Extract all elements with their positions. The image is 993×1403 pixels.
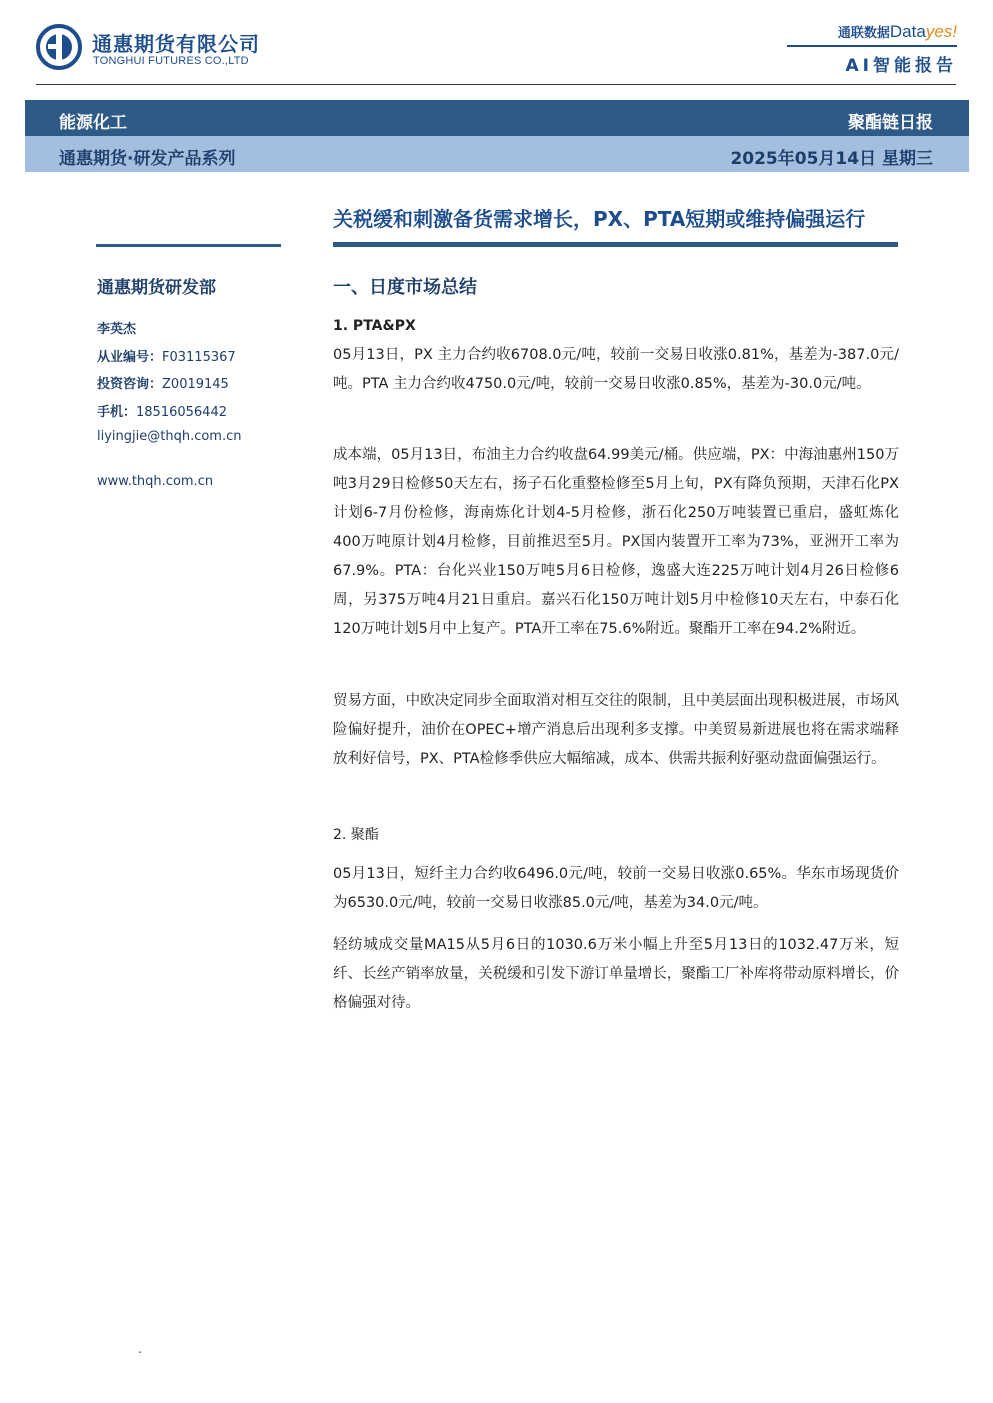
- title-underline: [333, 242, 898, 247]
- ai-report-label: AI智能报告: [845, 56, 957, 76]
- paragraph-cost-supply: 成本端，05月13日，布油主力合约收盘64.99美元/桶。供应端，PX：中海油惠州150万吨3月29日检修50天左右，扬子石化重整检修至5月上旬，PX有降负预期，天津石化PX计划6-7月份检修，海南炼化计划4-5月检修，浙石化250万吨装置已重启，盛虹炼化400万吨原计划4月检修，目前推迟至5月。PX国内装置开工率为73%，亚洲开工率为67.9%。PTA：台化兴业150万吨5月6日检修，逸盛大连225万吨计划4月26日检修6周，另375万吨4月21日重启。嘉兴石化150万吨计划5月中检修10天左右，中泰石化120万吨计划5月中上复产。PTA开工率在75.6%附近。聚酯开工率在94.2%附近。: [333, 447, 899, 637]
- datayes-prefix: 通联数据: [837, 26, 890, 41]
- paragraph-staple-fiber: 05月13日，短纤主力合约收6496.0元/吨，较前一交易日收涨0.65%。华东市场现货价为6530.0元/吨，较前一交易日收涨85.0元/吨，基差为34.0元/吨。: [333, 866, 899, 911]
- series-label: 通惠期货·研发产品系列: [59, 149, 236, 169]
- website-link[interactable]: www.thqh.com.cn: [97, 474, 214, 489]
- subheading-pta-px: 1. PTA&PX: [333, 318, 416, 334]
- report-date: 2025年05月14日 星期三: [730, 149, 933, 169]
- datayes-brand: Data: [889, 22, 926, 41]
- report-title: 关税缓和刺激备货需求增长，PX、PTA短期或维持偏强运行: [333, 207, 866, 231]
- paragraph-textile-city: 轻纺城成交量MA15从5月6日的1030.6万米小幅上升至5月13日的1032.47万米，短纤、长丝产销率放量，关税缓和引发下游订单量增长，聚酯工厂补库将带动原料增长，价格偏强对待。: [333, 937, 899, 1011]
- datayes-logo: [757, 22, 957, 74]
- subheading-polyester: 2. 聚酯: [333, 827, 379, 843]
- section-heading-market-summary: 一、日度市场总结: [333, 277, 477, 298]
- report-type-label: 聚酯链日报: [848, 113, 933, 133]
- datayes-suffix: yes!: [925, 22, 957, 41]
- phone-number: 手机：18516056442: [97, 405, 227, 420]
- datayes-separator: [787, 45, 957, 47]
- sector-band: [25, 100, 969, 136]
- license-number: 从业编号：F03115367: [97, 350, 236, 365]
- analyst-name: 李英杰: [97, 322, 137, 337]
- datayes-brand-line: [757, 22, 957, 42]
- series-band: [25, 136, 969, 172]
- department-name: 通惠期货研发部: [97, 278, 216, 298]
- company-logo-icon: [36, 24, 82, 70]
- email-link[interactable]: liyingjie@thqh.com.cn: [97, 429, 242, 444]
- header-divider: [36, 84, 956, 85]
- company-name-en: TONGHUI FUTURES CO.,LTD: [93, 55, 249, 67]
- sector-label: 能源化工: [59, 113, 127, 133]
- company-name-cn: 通惠期货有限公司: [92, 32, 260, 56]
- consult-number: 投资咨询：Z0019145: [97, 377, 229, 392]
- paragraph-trade: 贸易方面，中欧决定同步全面取消对相互交往的限制，且中美层面出现积极进展，市场风险偏好提升，油价在OPEC+增产消息后出现利多支撑。中美贸易新进展也将在需求端释放利好信号，PX、PTA检修季供应大幅缩减，成本、供需共振利好驱动盘面偏强运行。: [333, 693, 899, 767]
- paragraph-pta-px-prices: 05月13日，PX 主力合约收6708.0元/吨，较前一交易日收涨0.81%，基差为-387.0元/吨。PTA 主力合约收4750.0元/吨，较前一交易日收涨0.85%，基差为-30.0元/吨。: [333, 347, 899, 392]
- footer-mark: -: [138, 1347, 142, 1358]
- company-logo: [36, 22, 276, 72]
- sidebar-divider: [96, 244, 281, 247]
